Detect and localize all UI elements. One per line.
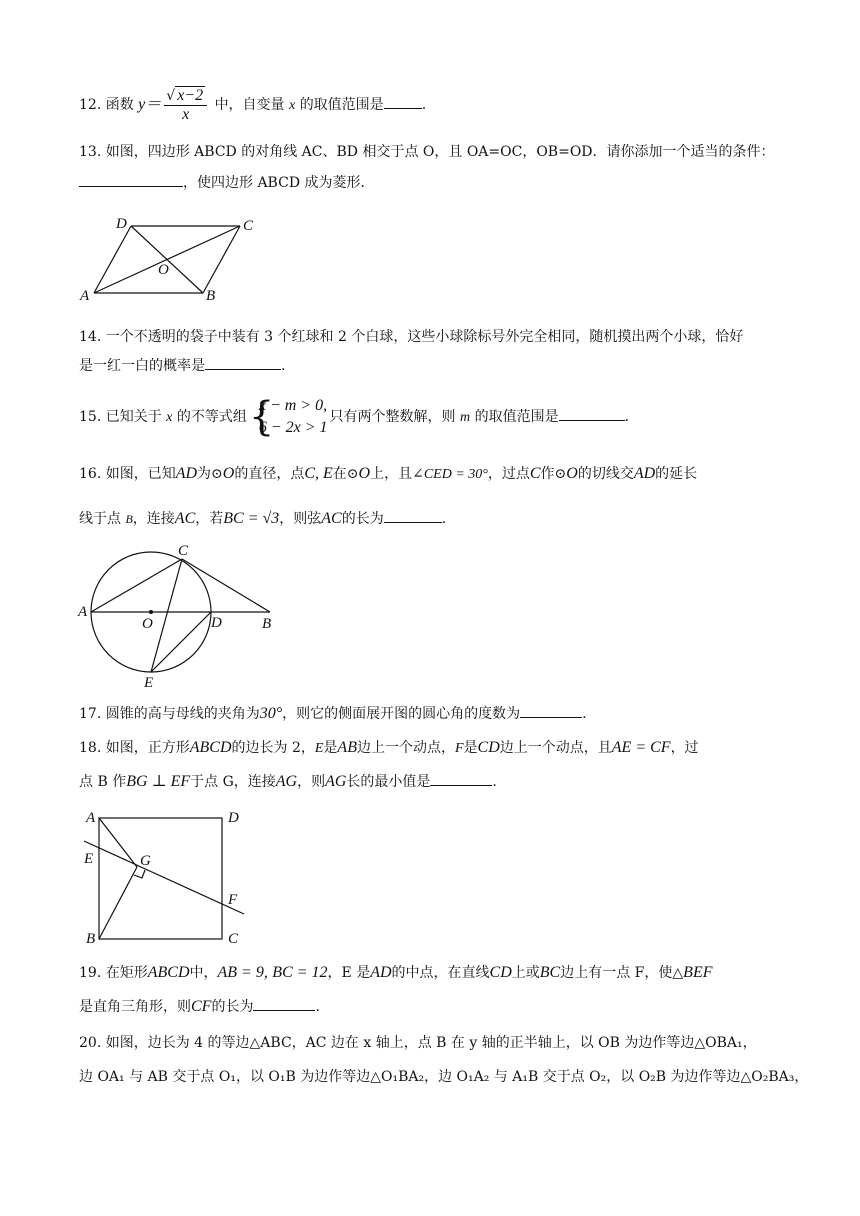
math: AC [321,510,342,527]
math-var: m [460,410,471,425]
text: 的中点，在直线 [391,965,490,981]
text: 圆锥的高与母线的夹角为 [105,706,260,722]
math: BC = √3 [223,510,280,527]
label-c: C [243,218,254,234]
label-d: D [228,810,239,826]
text: 一个不透明的袋子中装有 3 个红球和 2 个白球，这些小球除标号外完全相同，随机摸出两个小球，恰好 [105,329,744,345]
math-var: x [166,410,173,425]
inequality-2: 6 − 2x > 1 [258,419,328,436]
text: 的长为 [341,511,384,527]
square-abcd [99,818,222,939]
question-number: 12. [79,97,102,113]
question-number: 14. [79,329,102,345]
text: 如图，边长为 4 的等边△ABC，AC 边在 x 轴上，点 B 在 y 轴的正半轴上，以 OB 为边作等边△OBA₁， [105,1035,757,1051]
text: 如图，正方形 [105,740,190,756]
text: 如图，已知 [105,466,176,482]
text: 上，且 [370,466,413,482]
math: AD [175,465,198,482]
text: 点 B 作 [79,774,127,790]
math: BG ⊥ EF [126,773,191,790]
text: 是 [323,740,338,756]
side-da [94,226,131,293]
figure-18-square [80,808,260,950]
question-number: 17. [79,706,102,722]
answer-blank[interactable] [520,703,582,718]
text: 的长为 [211,999,254,1015]
text: ，过 [670,740,699,756]
math: B [125,512,133,526]
tangent-cb [182,559,270,612]
text: ，若 [195,511,224,527]
math: E [314,741,324,756]
math: CD [489,964,512,981]
text: 边上一个动点， [356,740,455,756]
math: AB = 9, [217,964,268,981]
math: 30° [259,705,283,722]
text: 的延长 [655,466,698,482]
math: CD [477,739,500,756]
text: ，则 [297,774,326,790]
text: 边上有一点 F，使△ [560,965,684,981]
math: CF [191,998,212,1015]
label-a: A [78,604,88,620]
text: 在矩形 [105,965,148,981]
brace-icon: { [248,394,275,440]
math: ABCD [147,964,190,981]
label-f: F [228,892,238,908]
question-16-line2 [79,508,446,530]
question-12 [79,86,426,124]
math: AD [633,465,656,482]
segment-bg [99,867,137,939]
question-17 [79,703,587,725]
question-number: 18. [79,740,102,756]
label-c: C [228,931,239,947]
question-13-line2 [79,172,375,194]
text: ，连接 [132,511,175,527]
question-14-line1 [79,326,743,348]
label-c: C [178,543,189,559]
label-d: D [211,615,222,631]
math: AB [337,739,357,756]
text: 于点 G，连接 [190,774,276,790]
segment-ag [99,818,137,867]
label-b: B [206,288,216,304]
text: 是一红一白的概率是 [79,358,205,374]
math: C [529,465,541,482]
math: BEF [683,964,713,981]
text: 如图，四边形 ABCD 的对角线 AC、BD 相交于点 O，且 OA=OC，OB=OD．请你添加一个适当的条件： [105,144,775,160]
question-19-line1 [79,962,713,984]
math: BC [539,964,561,981]
question-20-line1 [79,1032,757,1054]
text: 是 [463,740,478,756]
text: 中， [189,965,218,981]
center-dot [149,610,153,614]
question-number: 16. [79,466,102,482]
fraction: $\frac{√ x-2}{x}$ [164,86,207,124]
question-18-line2 [79,771,497,793]
inequality-system [249,395,328,439]
text: . [582,706,587,722]
math: O [222,465,235,482]
text: . [492,774,497,790]
text: 的切线交 [577,466,634,482]
right-angle-mark [134,870,145,878]
question-number: 20. [79,1035,102,1051]
answer-blank[interactable] [79,172,183,187]
math-var: x [289,98,296,113]
math: AE = CF [611,739,671,756]
math: AG [325,773,347,790]
question-16-line1 [79,463,697,486]
text: 为⊙ [197,466,223,482]
math: ∠CED = 30° [412,467,488,482]
label-d: D [116,216,127,232]
text: 的取值范围是 [299,97,384,113]
math: O [358,465,371,482]
question-14-line2 [79,355,285,377]
math: O [566,465,578,482]
math-y: y＝ [138,96,162,113]
label-b: B [262,616,272,632]
text: ，则弦 [279,511,322,527]
math: AC [174,510,196,527]
diagonal-bd [131,226,203,293]
question-20-line2 [79,1066,808,1088]
text: . [441,511,447,527]
text: 线于点 [79,511,121,527]
text: 的取值范围是 [474,409,559,425]
text: 边上一个动点，且 [499,740,612,756]
math: F [454,741,464,756]
label-o: O [158,262,169,278]
text: ，则它的侧面展开图的圆心角的度数为 [282,706,521,722]
sqrt-content: x−2 [177,87,204,104]
text: . [624,409,630,425]
answer-blank[interactable] [205,355,281,370]
math: C, E [304,465,333,482]
answer-blank[interactable] [384,508,442,523]
math: ABCD [189,739,232,756]
text: 的不等式组 [176,409,247,425]
inequality-1: x − m > 0, [258,397,328,414]
question-19-line2 [79,996,320,1018]
chord-ce [151,559,182,672]
figure-13-parallelogram [78,212,268,304]
question-13-line1 [79,141,775,163]
text: ，过点 [487,466,530,482]
text: 上或 [511,965,540,981]
question-number: 15. [79,409,102,425]
math: AD [370,964,392,981]
text: 的边长为 2， [231,740,315,756]
chord-ed [151,612,211,672]
label-e: E [84,851,94,867]
text: 已知关于 [105,409,162,425]
line-ef [84,841,244,914]
math: AG [275,773,298,790]
answer-blank[interactable] [384,94,422,109]
question-18-line1 [79,737,699,760]
answer-blank[interactable] [559,406,625,421]
label-b: B [86,931,96,947]
text: 作⊙ [540,466,567,482]
text: ，使四边形 ABCD 成为菱形． [183,175,375,191]
label-e: E [144,675,154,690]
text: . [315,999,320,1015]
text: 函数 [105,97,134,113]
text: . [421,97,427,113]
label-a: A [80,288,90,304]
denominator: x [182,106,190,123]
question-15 [79,395,629,440]
text: ，E 是 [327,965,371,981]
text: 中，自变量 [214,97,285,113]
text: 长的最小值是 [346,774,431,790]
answer-blank[interactable] [430,771,492,786]
text: 是直角三角形，则 [79,999,191,1015]
figure-16-circle [72,540,286,690]
chord-ac [91,559,182,612]
text: 边 OA₁ 与 AB 交于点 O₁，以 O₁B 为边作等边△O₁BA₂，边 O₁A₂ 与 A₁B 交于点 O₂，以 O₂B 为边作等边△O₂BA₃， [79,1069,809,1085]
question-number: 13. [79,144,102,160]
text: 只有两个整数解，则 [329,409,456,425]
text: 的直径，点 [234,466,305,482]
label-a: A [86,810,96,826]
side-bc [203,226,240,293]
answer-blank[interactable] [253,996,315,1011]
math: BC = 12 [272,964,328,981]
question-number: 19. [79,965,102,981]
label-o: O [142,616,153,632]
text: . [281,358,286,374]
label-g: G [140,853,151,869]
text: 在⊙ [332,466,359,482]
